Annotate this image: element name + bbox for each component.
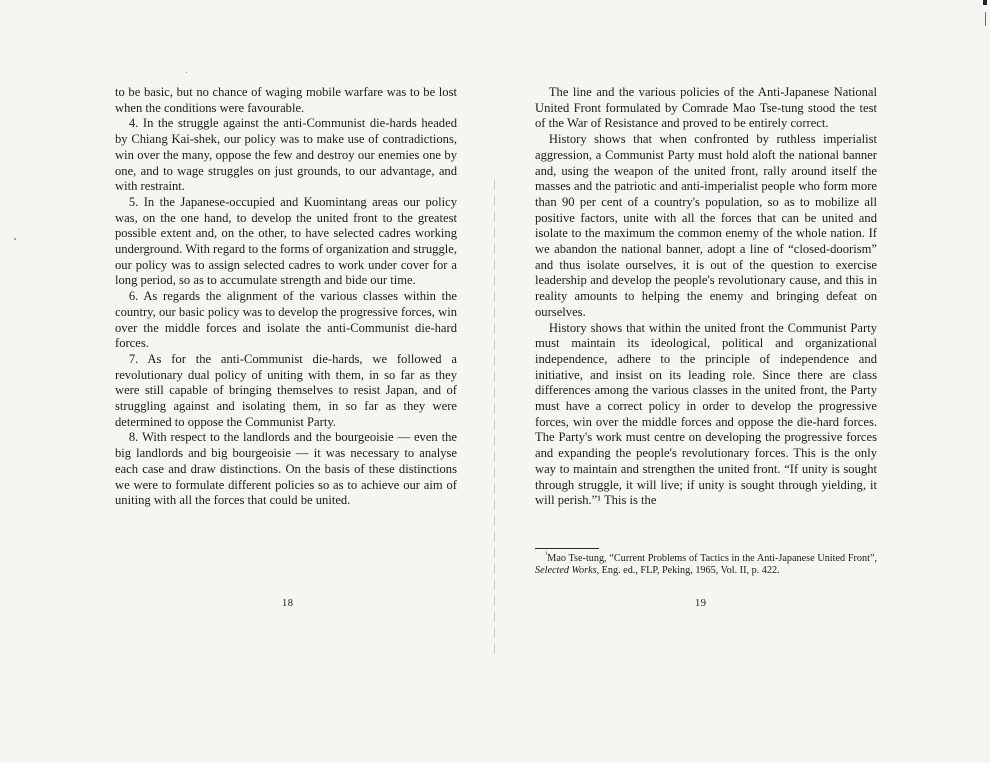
page-number-right: 19 (695, 598, 707, 609)
scan-speck (186, 72, 187, 73)
footnote-title: Selected Works (535, 565, 597, 577)
footnote-marker: ¹ (545, 550, 548, 559)
footnote-text-start: Mao Tse-tung, “Current Problems of Tactics in the Anti-Japanese United Front”, (547, 553, 877, 564)
page-number-left: 18 (282, 598, 294, 609)
left-page-text (115, 85, 457, 509)
left-paragraph-2: 4. In the struggle against the anti-Communist die-hards headed by Chiang Kai-shek, our policy was to make use of contradictions, win over the many, oppose the few and destroy our enemies one by one, and to wage struggles on just grounds, to our advantage, and with restraint. (115, 116, 457, 194)
left-paragraph-1: to be basic, but no chance of waging mobile warfare was to be lost when the conditions were favourable. (115, 85, 457, 115)
left-paragraph-3: 5. In the Japanese-occupied and Kuomintang areas our policy was, on the one hand, to develop the united front to the greatest possible extent and, on the other, to have selected cadres working underground. With regard to the forms of organization and struggle, our policy was to assign selected cadres to work under cover for a long period, so as to accumulate strength and bide our time. (115, 194, 457, 288)
right-page-text (535, 85, 877, 509)
left-paragraph-5: 7. As for the anti-Communist die-hards, we followed a revolutionary dual policy of uniting with them, in so far as they were still capable of bringing themselves to resist Japan, and of struggling against and isolating them, in so far as they were determined to oppose the Communist Party. (115, 351, 457, 429)
left-paragraph-4: 6. As regards the alignment of the various classes within the country, our basic policy was to develop the progressive forces, win over the middle forces and isolate the anti-Communist die-hard forces. (115, 289, 457, 351)
scan-speck (14, 238, 16, 240)
footnote (535, 550, 877, 578)
footnote-divider (535, 548, 599, 549)
left-paragraph-6: 8. With respect to the landlords and the bourgeoisie — even the big landlords and big bourgeoisie — it was necessary to analyse each case and draw distinctions. On the basis of these distinctions we were to formulate different policies so as to achieve our aim of uniting with all the forces that could be united. (115, 430, 457, 508)
right-paragraph-3: History shows that within the united front the Communist Party must maintain its ideological, political and organizational independence, adhere to the principle of independence and initiative, and insist on its leading role. Since there are class differences among the various classes in the united front, the Party must have a correct policy in order to develop the progressive forces, win over the middle forces and oppose the die-hard forces. The Party's work must centre on developing the progressive forces and expanding the people's revolutionary forces. This is the only way to maintain and strengthen the united front. “If unity is sought through struggle, it will live; if unity is sought through yielding, it will perish.”¹ This is the (535, 320, 877, 508)
footnote-text-end: , Eng. ed., FLP, Peking, 1965, Vol. II, p. 422. (596, 565, 780, 577)
right-paragraph-1: The line and the various policies of the Anti-Japanese National United Front formulated by Comrade Mao Tse-tung stood the test of the War of Resistance and proved to be entirely correct. (535, 85, 877, 131)
scan-edge-mark (983, 0, 987, 5)
scan-edge-line (985, 12, 986, 26)
right-paragraph-2: History shows that when confronted by ruthless imperialist aggression, a Communist Party must hold aloft the national banner and, using the weapon of the united front, rally around itself the masses and the patriotic and anti-imperialist people who form more than 90 per cent of a country's population, so as to mobilize all positive factors, unite with all the forces that can be united and isolate to the maximum the common enemy of the whole nation. If we abandon the national banner, adopt a line of “closed-doorism” and thus isolate ourselves, it is out of the question to exercise leadership and develop the people's revolutionary cause, and this in reality amounts to helping the enemy and bringing defeat on ourselves. (535, 132, 877, 319)
right-page (495, 0, 990, 763)
